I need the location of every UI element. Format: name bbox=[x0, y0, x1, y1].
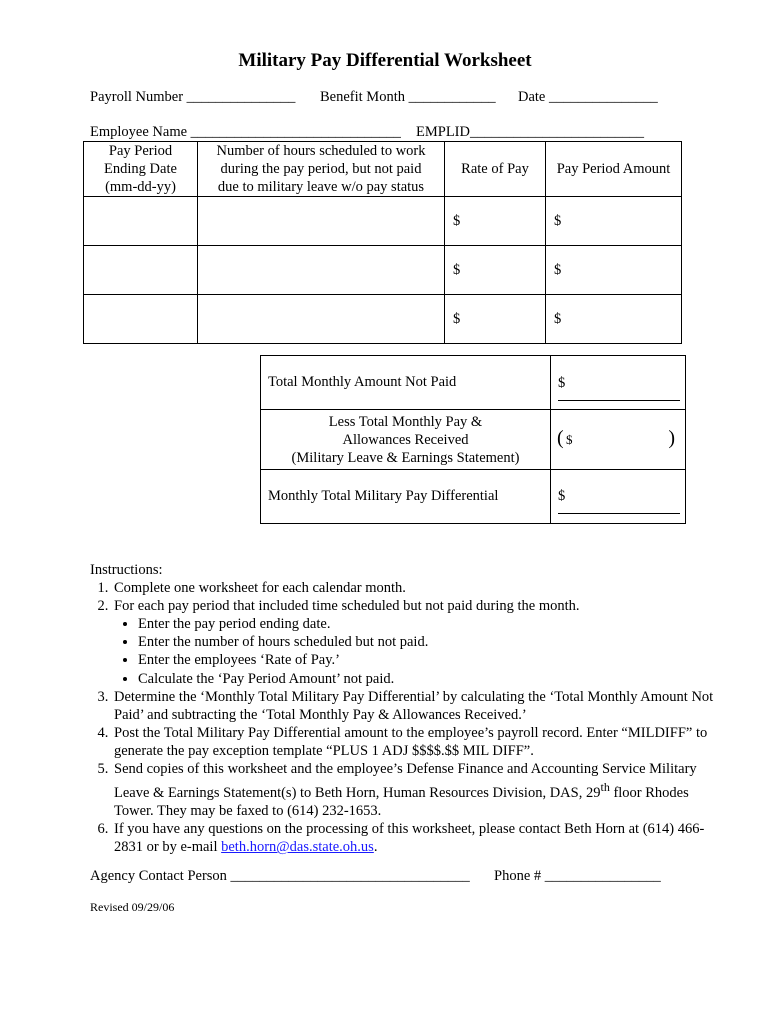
less-total-cell[interactable] bbox=[551, 410, 686, 470]
payroll-number-blank: _______________ bbox=[186, 89, 296, 105]
rate-cell[interactable]: $ bbox=[445, 295, 546, 344]
total-not-paid-underline bbox=[558, 400, 680, 401]
instruction-step: 2. For each pay period that included time scheduled but not paid during the month. • Enter the pay period ending date. • Enter the number of hours scheduled but not paid. • Enter the employees ‘Rate of Pay.’ • Calculate the ‘Pay Period Amount’ not paid. bbox=[112, 597, 730, 687]
total-not-paid-label: Total Monthly Amount Not Paid bbox=[261, 356, 551, 410]
bullet-item: • Enter the pay period ending date. bbox=[138, 615, 730, 633]
amount-cell[interactable]: $ bbox=[546, 295, 682, 344]
revised-date: Revised 09/29/06 bbox=[90, 900, 175, 914]
table-row bbox=[84, 295, 682, 344]
instruction-step: 1. Complete one worksheet for each calendar month. bbox=[112, 579, 730, 597]
col-header-ending-date: Pay Period Ending Date (mm-dd-yy) bbox=[84, 142, 198, 197]
agency-contact-field[interactable] bbox=[90, 868, 470, 885]
differential-row bbox=[261, 470, 686, 524]
benefit-month-blank: ____________ bbox=[408, 89, 496, 105]
instruction-step: 6. If you have any questions on the processing of this worksheet, please contact Beth Horn at (614) 466-2831 or by e-mail beth.horn@das.state.oh.us. bbox=[112, 820, 730, 856]
less-total-label: Less Total Monthly Pay & Allowances Received (Military Leave & Earnings Statement) bbox=[261, 410, 551, 470]
instruction-step: 3. Determine the ‘Monthly Total Military Pay Differential’ by calculating the ‘Total Monthly Amount Not Paid’ and subtracting the ‘Total Monthly Pay & Allowances Received.’ bbox=[112, 688, 730, 724]
differential-value: $ bbox=[558, 487, 566, 504]
instructions-list bbox=[90, 579, 730, 856]
benefit-month-field[interactable] bbox=[320, 89, 496, 106]
employee-name-field[interactable] bbox=[90, 124, 401, 141]
pay-period-table bbox=[83, 141, 682, 344]
ending-date-cell[interactable] bbox=[84, 246, 198, 295]
email-link[interactable]: beth.horn@das.state.oh.us bbox=[221, 839, 374, 856]
bullet-item: • Enter the employees ‘Rate of Pay.’ bbox=[138, 651, 730, 669]
hours-cell[interactable] bbox=[198, 295, 445, 344]
total-not-paid-cell[interactable] bbox=[551, 356, 686, 410]
rate-cell[interactable]: $ bbox=[445, 246, 546, 295]
agency-contact-blank: _________________________________ bbox=[230, 868, 470, 884]
date-blank: _______________ bbox=[549, 89, 658, 105]
date-field[interactable] bbox=[518, 89, 658, 106]
col-header-rate: Rate of Pay bbox=[445, 142, 546, 197]
ending-date-cell[interactable] bbox=[84, 295, 198, 344]
amount-cell[interactable]: $ bbox=[546, 197, 682, 246]
instructions bbox=[90, 561, 730, 856]
instructions-heading: Instructions: bbox=[90, 562, 163, 578]
phone-label: Phone # bbox=[494, 868, 542, 884]
step2-bullets bbox=[114, 615, 730, 687]
table-header-row bbox=[84, 142, 682, 197]
table-row bbox=[84, 197, 682, 246]
less-total-row bbox=[261, 410, 686, 470]
emplid-field[interactable] bbox=[416, 124, 644, 141]
bullet-item: • Calculate the ‘Pay Period Amount’ not paid. bbox=[138, 670, 730, 688]
employee-name-blank: _____________________________ bbox=[190, 124, 401, 140]
differential-label: Monthly Total Military Pay Differential bbox=[261, 470, 551, 524]
total-not-paid-value: $ bbox=[558, 374, 566, 391]
hours-cell[interactable] bbox=[198, 197, 445, 246]
close-paren: ) bbox=[668, 427, 675, 449]
total-not-paid-row bbox=[261, 356, 686, 410]
instruction-step: 5. Send copies of this worksheet and the employee’s Defense Finance and Accounting Service Military Leave & Earnings Statement(s) to Beth Horn, Human Resources Division, DAS, 29th floor Rhodes Tower. They may be faxed to (614) 232-1653. bbox=[112, 760, 730, 820]
employee-name-label: Employee Name bbox=[90, 124, 188, 140]
differential-underline bbox=[558, 513, 680, 514]
col-header-hours: Number of hours scheduled to work during the pay period, but not paid due to military leave w/o pay status bbox=[198, 142, 445, 197]
phone-blank: ________________ bbox=[544, 868, 661, 884]
emplid-blank: ________________________ bbox=[469, 124, 644, 140]
less-total-value: $ bbox=[566, 432, 573, 447]
amount-cell[interactable]: $ bbox=[546, 246, 682, 295]
page-title: Military Pay Differential Worksheet bbox=[238, 50, 532, 71]
differential-cell[interactable] bbox=[551, 470, 686, 524]
payroll-number-label: Payroll Number bbox=[90, 89, 184, 105]
payroll-number-field[interactable] bbox=[90, 89, 295, 106]
ending-date-cell[interactable] bbox=[84, 197, 198, 246]
emplid-label: EMPLID bbox=[416, 124, 470, 140]
col-header-amount: Pay Period Amount bbox=[546, 142, 682, 197]
agency-contact-label: Agency Contact Person bbox=[90, 868, 227, 884]
rate-cell[interactable]: $ bbox=[445, 197, 546, 246]
bullet-item: • Enter the number of hours scheduled but not paid. bbox=[138, 633, 730, 651]
instruction-step: 4. Post the Total Military Pay Differential amount to the employee’s payroll record. Enter “MILDIFF” to generate the pay exception template “PLUS 1 ADJ $$$$.$$ MIL DIFF”. bbox=[112, 724, 730, 760]
table-row bbox=[84, 246, 682, 295]
phone-field[interactable] bbox=[494, 868, 661, 885]
date-label: Date bbox=[518, 89, 546, 105]
benefit-month-label: Benefit Month bbox=[320, 89, 405, 105]
hours-cell[interactable] bbox=[198, 246, 445, 295]
summary-table bbox=[260, 355, 686, 524]
open-paren: ( bbox=[557, 427, 564, 449]
